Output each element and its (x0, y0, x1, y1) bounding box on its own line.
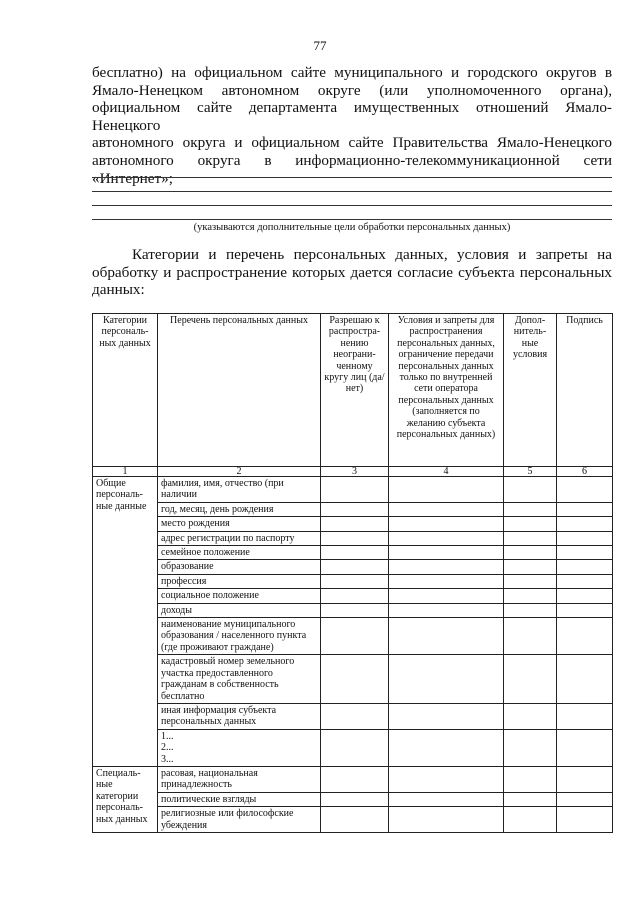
empty-cell (504, 502, 557, 516)
section-line: данных: (92, 281, 145, 299)
empty-cell (504, 807, 557, 833)
empty-cell (504, 517, 557, 531)
empty-cell (557, 531, 613, 545)
data-item-cell: кадастровый номер земельного участка предоставленного гражданам в собственность бесплатно (158, 655, 321, 704)
empty-cell (557, 517, 613, 531)
column-header: Перечень персональных данных (158, 314, 321, 467)
table-row (93, 766, 613, 792)
empty-cell (321, 618, 389, 655)
empty-cell (321, 807, 389, 833)
empty-cell (504, 477, 557, 503)
empty-cell (504, 703, 557, 729)
page-number: 77 (313, 38, 327, 53)
column-header: Условия и запреты для распространения персональных данных, ограничение передачи персональных данных только по внутренней сети оператора персональных данных (заполняется по желанию субъекта персональных данных) (389, 314, 504, 467)
table-row (93, 477, 613, 503)
empty-cell (389, 589, 504, 603)
column-header: Категории персональ-ных данных (93, 314, 158, 467)
section-line: обработку и распространение которых дается согласие субъекта персональных (92, 263, 612, 281)
data-item-cell: адрес регистрации по паспорту (158, 531, 321, 545)
empty-cell (557, 729, 613, 766)
category-cell: Общие персональ-ные данные (93, 477, 158, 767)
data-item-cell: образование (158, 560, 321, 574)
empty-cell (504, 589, 557, 603)
empty-cell (504, 655, 557, 704)
section-line: Категории и перечень персональных данных, условия и запреты на (132, 246, 612, 263)
data-item-cell: место рождения (158, 517, 321, 531)
empty-cell (321, 703, 389, 729)
fill-line-4 (92, 219, 612, 220)
table-row (93, 807, 613, 833)
data-item-cell: социальное положение (158, 589, 321, 603)
empty-cell (321, 589, 389, 603)
empty-cell (557, 792, 613, 806)
empty-cell (389, 655, 504, 704)
data-item-cell: расовая, национальная принадлежность (158, 766, 321, 792)
data-item-cell: наименование муниципального образования / населенного пункта (где проживают граждане) (158, 618, 321, 655)
table-row (93, 589, 613, 603)
empty-cell (389, 703, 504, 729)
column-number: 2 (158, 467, 321, 477)
empty-cell (321, 729, 389, 766)
empty-cell (504, 618, 557, 655)
table-row (93, 531, 613, 545)
data-item-cell: профессия (158, 574, 321, 588)
data-item-cell: год, месяц, день рождения (158, 502, 321, 516)
table-row (93, 655, 613, 704)
empty-cell (504, 574, 557, 588)
column-header: Допол-нитель-ные условия (504, 314, 557, 467)
table-row (93, 603, 613, 617)
data-item-cell: доходы (158, 603, 321, 617)
column-header: Разрешаю к распростра-нению неограни-ченному кругу лиц (да/нет) (321, 314, 389, 467)
intro-line: официальном сайте департамента имущественных отношений Ямало-Ненецкого (92, 99, 612, 134)
empty-cell (557, 574, 613, 588)
column-number: 1 (93, 467, 158, 477)
table-row (93, 574, 613, 588)
empty-cell (321, 517, 389, 531)
column-number-row (93, 467, 613, 477)
column-number: 6 (557, 467, 613, 477)
data-item-cell: семейное положение (158, 546, 321, 560)
empty-cell (321, 560, 389, 574)
empty-cell (557, 560, 613, 574)
empty-cell (504, 560, 557, 574)
column-number: 5 (504, 467, 557, 477)
intro-line: «Интернет»; (92, 169, 173, 187)
empty-cell (504, 603, 557, 617)
table-row (93, 618, 613, 655)
additional-purposes-hint: (указываются дополнительные цели обработки персональных данных) (193, 222, 511, 233)
category-cell: Специаль-ные категории персональ-ных данных (93, 766, 158, 832)
empty-cell (321, 574, 389, 588)
data-item-cell: иная информация субъекта персональных данных (158, 703, 321, 729)
empty-cell (321, 477, 389, 503)
section-heading (92, 246, 612, 299)
empty-cell (389, 729, 504, 766)
table-row (93, 517, 613, 531)
empty-cell (389, 618, 504, 655)
empty-cell (389, 517, 504, 531)
empty-cell (557, 546, 613, 560)
table-row (93, 546, 613, 560)
fill-line-1 (92, 177, 612, 178)
intro-paragraph (92, 64, 612, 187)
data-item-cell: религиозные или философские убеждения (158, 807, 321, 833)
empty-cell (504, 792, 557, 806)
empty-cell (321, 502, 389, 516)
empty-cell (557, 703, 613, 729)
empty-cell (557, 766, 613, 792)
empty-cell (389, 807, 504, 833)
column-number: 3 (321, 467, 389, 477)
intro-line: бесплатно) на официальном сайте муниципального и городского округов в (92, 64, 612, 81)
table-row (93, 703, 613, 729)
table-row (93, 560, 613, 574)
intro-line: автономного округа и официальном сайте Правительства Ямало-Ненецкого (92, 134, 612, 152)
fill-line-3 (92, 205, 612, 206)
empty-cell (389, 766, 504, 792)
empty-cell (389, 560, 504, 574)
empty-cell (389, 792, 504, 806)
empty-cell (504, 766, 557, 792)
intro-line: Ямало-Ненецком автономном округе (или уполномоченного органа), (92, 81, 612, 99)
empty-cell (389, 546, 504, 560)
empty-cell (504, 729, 557, 766)
empty-cell (557, 603, 613, 617)
table-row (93, 502, 613, 516)
empty-cell (504, 546, 557, 560)
empty-cell (557, 655, 613, 704)
empty-cell (389, 531, 504, 545)
empty-cell (321, 603, 389, 617)
table-header-row (93, 314, 613, 467)
personal-data-table (92, 313, 613, 833)
empty-cell (557, 589, 613, 603)
empty-cell (389, 603, 504, 617)
column-header: Подпись (557, 314, 613, 467)
empty-cell (557, 502, 613, 516)
empty-cell (557, 807, 613, 833)
empty-cell (321, 655, 389, 704)
empty-cell (557, 618, 613, 655)
table-row (93, 792, 613, 806)
intro-line: автономного округа в информационно-телекоммуникационной сети (92, 151, 612, 169)
empty-cell (389, 574, 504, 588)
data-item-cell: фамилия, имя, отчество (при наличии (158, 477, 321, 503)
empty-cell (321, 792, 389, 806)
table-row (93, 729, 613, 766)
empty-cell (321, 546, 389, 560)
data-item-cell: политические взгляды (158, 792, 321, 806)
fill-line-2 (92, 191, 612, 192)
empty-cell (389, 477, 504, 503)
data-item-cell: 1... 2... 3... (158, 729, 321, 766)
empty-cell (321, 766, 389, 792)
empty-cell (321, 531, 389, 545)
empty-cell (557, 477, 613, 503)
column-number: 4 (389, 467, 504, 477)
empty-cell (389, 502, 504, 516)
empty-cell (504, 531, 557, 545)
